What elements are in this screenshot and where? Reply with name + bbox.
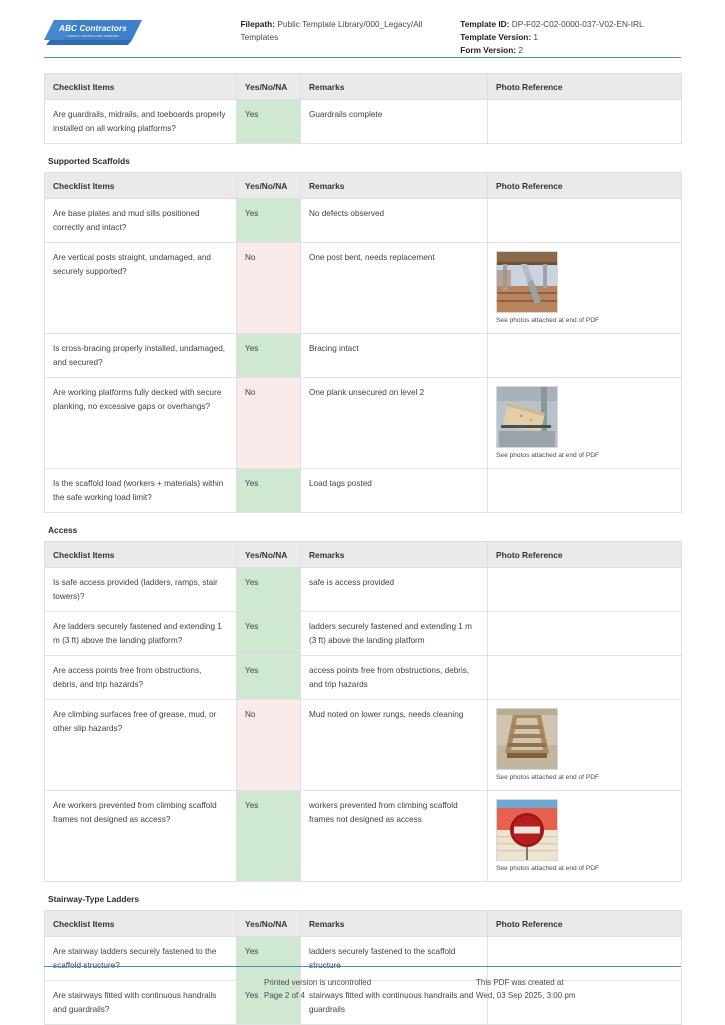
answer-cell[interactable]: Yes [237, 334, 301, 378]
template-version-line [460, 31, 681, 44]
column-header-item: Checklist Items [45, 173, 237, 199]
column-header-photo: Photo Reference [488, 74, 682, 100]
table-row [45, 700, 682, 791]
checklist-item-text: Are ladders securely fastened and extending 1 m (3 ft) above the landing platform? [45, 612, 237, 656]
remarks-cell[interactable]: safe is access provided [301, 568, 488, 612]
remarks-cell[interactable]: access points free from obstructions, debris, and trip hazards [301, 656, 488, 700]
filepath-meta [240, 14, 460, 44]
answer-cell[interactable]: Yes [237, 469, 301, 513]
unsecured-plank-photo[interactable] [496, 386, 558, 448]
photo-caption: See photos attached at end of PDF [496, 865, 600, 872]
muddy-ladder-photo[interactable] [496, 708, 558, 770]
photo-caption: See photos attached at end of PDF [496, 452, 600, 459]
table-row [45, 568, 682, 612]
answer-cell[interactable]: Yes [237, 612, 301, 656]
checklist-item-text: Are stairways fitted with continuous handrails and guardrails? [45, 981, 237, 1025]
table-header-row [45, 173, 682, 199]
remarks-cell[interactable]: Load tags posted [301, 469, 488, 513]
photo-reference[interactable] [496, 386, 673, 460]
form-version-line [460, 44, 681, 57]
checklist-item-text: Is cross-bracing properly installed, undamaged, and secured? [45, 334, 237, 378]
answer-cell[interactable]: No [237, 700, 301, 791]
answer-cell[interactable]: Yes [237, 656, 301, 700]
filepath-label: Filepath: [240, 19, 276, 29]
document-footer [44, 966, 681, 1002]
logo-name: ABC Contractors [59, 24, 127, 33]
photo-reference-cell [488, 568, 682, 612]
table-row [45, 656, 682, 700]
template-version-value: 1 [531, 32, 539, 42]
footer-uncontrolled-text: Printed version is uncontrolled [264, 978, 372, 987]
photo-reference-cell [488, 469, 682, 513]
column-header-answer: Yes/No/NA [237, 542, 301, 568]
column-header-item: Checklist Items [45, 74, 237, 100]
answer-cell[interactable]: Yes [237, 100, 301, 144]
column-header-photo: Photo Reference [488, 173, 682, 199]
table-row [45, 243, 682, 334]
column-header-photo: Photo Reference [488, 911, 682, 937]
footer-created-info [476, 977, 681, 1002]
logo-block [44, 14, 240, 48]
table-row [45, 612, 682, 656]
form-version-value: 2 [516, 45, 523, 55]
photo-reference[interactable] [496, 708, 673, 782]
table-header-row [45, 911, 682, 937]
filepath-value: Public Template Library/000_Legacy/All Templates [240, 19, 423, 42]
checklist-table [44, 541, 682, 882]
photo-reference-cell [488, 791, 682, 882]
template-id-line [460, 18, 681, 31]
photo-reference-cell [488, 656, 682, 700]
answer-cell[interactable]: Yes [237, 791, 301, 882]
footer-page-number: Page 2 of 4 [264, 990, 305, 1000]
section-title: Stairway-Type Ladders [48, 894, 140, 904]
photo-caption: See photos attached at end of PDF [496, 774, 600, 781]
photo-caption: See photos attached at end of PDF [496, 317, 600, 324]
checklist-table [44, 73, 682, 144]
remarks-cell[interactable]: stairways fitted with continuous handrails and guardrails [301, 981, 488, 1025]
answer-cell[interactable]: Yes [237, 568, 301, 612]
remarks-cell[interactable]: Bracing intact [301, 334, 488, 378]
table-row [45, 378, 682, 469]
section-title: Supported Scaffolds [48, 156, 130, 166]
column-header-answer: Yes/No/NA [237, 911, 301, 937]
checklist-item-text: Is the scaffold load (workers + materials) within the safe working load limit? [45, 469, 237, 513]
remarks-cell[interactable]: One plank unsecured on level 2 [301, 378, 488, 469]
footer-spacer [44, 977, 264, 1002]
photo-reference[interactable] [496, 799, 673, 873]
table-row [45, 791, 682, 882]
answer-cell[interactable]: No [237, 243, 301, 334]
checklist-item-text: Are vertical posts straight, undamaged, and securely supported? [45, 243, 237, 334]
answer-cell[interactable]: Yes [237, 981, 301, 1025]
column-header-answer: Yes/No/NA [237, 173, 301, 199]
document-header [44, 0, 681, 54]
answer-cell[interactable]: Yes [237, 199, 301, 243]
no-entry-sign-photo[interactable] [496, 799, 558, 861]
answer-cell[interactable]: No [237, 378, 301, 469]
remarks-cell[interactable]: ladders securely fastened and extending 1 m (3 ft) above the landing platform [301, 612, 488, 656]
photo-reference-cell [488, 612, 682, 656]
answer-cell[interactable]: Yes [237, 937, 301, 981]
footer-print-info [264, 977, 476, 1002]
checklist-item-text: Are access points free from obstructions, debris, and trip hazards? [45, 656, 237, 700]
photo-reference-cell [488, 378, 682, 469]
table-row [45, 469, 682, 513]
checklist-item-text: Are climbing surfaces free of grease, mud, or other slip hazards? [45, 700, 237, 791]
table-row [45, 199, 682, 243]
column-header-photo: Photo Reference [488, 542, 682, 568]
photo-reference-cell [488, 100, 682, 144]
checklist-table [44, 172, 682, 513]
column-header-item: Checklist Items [45, 542, 237, 568]
photo-reference-cell [488, 700, 682, 791]
column-header-remarks: Remarks [301, 911, 488, 937]
scaffold-bent-post-photo[interactable] [496, 251, 558, 313]
table-header-row [45, 74, 682, 100]
column-header-remarks: Remarks [301, 74, 488, 100]
template-id-label: Template ID: [460, 19, 510, 29]
table-header-row [45, 542, 682, 568]
photo-reference-cell [488, 334, 682, 378]
company-logo [44, 18, 142, 48]
remarks-cell[interactable]: One post bent, needs replacement [301, 243, 488, 334]
table-row [45, 334, 682, 378]
remarks-cell[interactable]: workers prevented from climbing scaffold frames not designed as access [301, 791, 488, 882]
header-divider [44, 57, 681, 58]
column-header-remarks: Remarks [301, 173, 488, 199]
table-row [45, 100, 682, 144]
logo-banner-icon [44, 18, 142, 48]
remarks-cell[interactable]: ladders securely fastened to the scaffold structure [301, 937, 488, 981]
checklist-item-text: Are guardrails, midrails, and toeboards properly installed on all working platforms? [45, 100, 237, 144]
footer-created-label: This PDF was created at [476, 978, 564, 987]
remarks-cell[interactable]: Mud noted on lower rungs, needs cleaning [301, 700, 488, 791]
checklist-item-text: Is safe access provided (ladders, ramps, stair towers)? [45, 568, 237, 612]
column-header-answer: Yes/No/NA [237, 74, 301, 100]
template-meta [460, 14, 681, 57]
photo-reference-cell [488, 199, 682, 243]
column-header-item: Checklist Items [45, 911, 237, 937]
checklist-item-text: Are working platforms fully decked with secure planking, no excessive gaps or overhangs? [45, 378, 237, 469]
section-title: Access [48, 525, 78, 535]
photo-reference[interactable] [496, 251, 673, 325]
column-header-remarks: Remarks [301, 542, 488, 568]
template-id-value: DP-F02-C02-0000-037-V02-EN-IRL [509, 19, 644, 29]
remarks-cell[interactable]: Guardrails complete [301, 100, 488, 144]
photo-reference-cell [488, 243, 682, 334]
remarks-cell[interactable]: No defects observed [301, 199, 488, 243]
checklist-sections [44, 73, 681, 1025]
checklist-item-text: Are base plates and mud sills positioned correctly and intact? [45, 199, 237, 243]
logo-tagline: SAMPLE CONTRACTOR COMPANY [66, 35, 120, 38]
checklist-item-text: Are stairway ladders securely fastened to the scaffold structure? [45, 937, 237, 981]
footer-created-timestamp: Wed, 03 Sep 2025, 3:00 pm [476, 990, 576, 1000]
template-version-label: Template Version: [460, 32, 532, 42]
form-version-label: Form Version: [460, 45, 517, 55]
checklist-item-text: Are workers prevented from climbing scaffold frames not designed as access? [45, 791, 237, 882]
